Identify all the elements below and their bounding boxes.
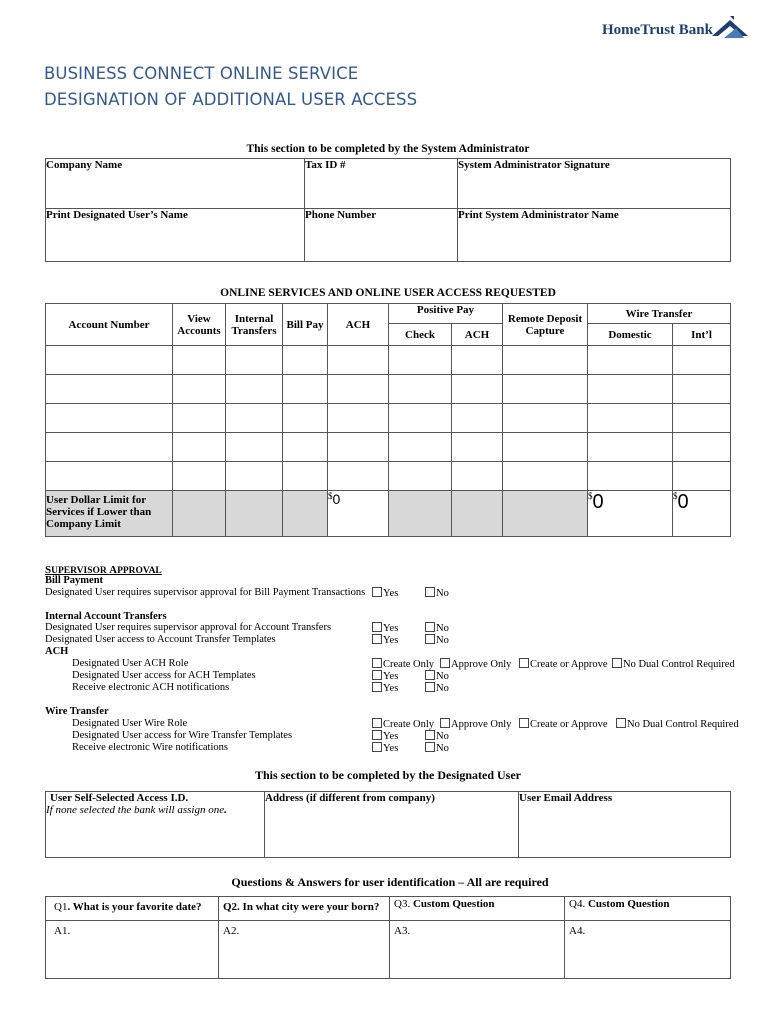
admin-signature-field[interactable]: System Administrator Signature: [458, 159, 610, 171]
col-positive-pay: Positive Pay: [389, 304, 503, 324]
checkbox-icon: [440, 658, 450, 668]
dollar-limit-row: [46, 491, 731, 537]
ach-heading: ACH: [45, 646, 69, 657]
checkbox-icon: [372, 670, 382, 680]
iat-heading: Internal Account Transfers: [45, 611, 167, 622]
col-wire-transfer: Wire Transfer: [588, 304, 731, 324]
intl-limit-field[interactable]: $0: [673, 491, 731, 537]
checkbox-icon: [519, 718, 529, 728]
a2-field[interactable]: A2.: [219, 921, 390, 979]
designated-user-name-field[interactable]: Print Designated User’s Name: [46, 209, 188, 221]
wire-approve-only[interactable]: Approve Only: [440, 718, 511, 730]
wire-create-or-approve[interactable]: Create or Approve: [519, 718, 608, 730]
iat-templates-yes[interactable]: Yes: [372, 634, 398, 646]
ach-templates-label: Designated User access for ACH Templates: [72, 670, 256, 681]
a4-field[interactable]: A4.: [565, 921, 731, 979]
wire-notifications-yes[interactable]: Yes: [372, 742, 398, 754]
user-section-heading: This section to be completed by the Designated User: [255, 768, 521, 782]
wire-templates-no[interactable]: No: [425, 730, 449, 742]
wire-heading: Wire Transfer: [45, 706, 109, 717]
bill-payment-heading: Bill Payment: [45, 575, 104, 586]
a3-field[interactable]: A3.: [390, 921, 565, 979]
checkbox-icon: [425, 670, 435, 680]
table-row[interactable]: [46, 404, 731, 433]
wire-notifications-label: Receive electronic Wire notifications: [72, 742, 228, 753]
email-field[interactable]: User Email Address: [519, 792, 731, 858]
checkbox-icon: [372, 718, 382, 728]
checkbox-icon: [425, 587, 435, 597]
q4-label[interactable]: Q4. Custom Question: [565, 897, 731, 921]
col-bill-pay: Bill Pay: [283, 304, 328, 346]
col-view-accounts: View Accounts: [173, 304, 226, 346]
checkbox-icon: [425, 682, 435, 692]
checkbox-icon: [616, 718, 626, 728]
checkbox-icon: [440, 718, 450, 728]
col-intl: Int’l: [673, 324, 731, 346]
iat-templates-label: Designated User access to Account Transfer Templates: [45, 634, 276, 645]
col-account-number: Account Number: [46, 304, 173, 346]
table-row[interactable]: [46, 375, 731, 404]
domestic-limit-field[interactable]: $0: [588, 491, 673, 537]
bank-logo-icon: [710, 14, 750, 51]
ach-templates-yes[interactable]: Yes: [372, 670, 398, 682]
bp-approval-label: Designated User requires supervisor approval for Bill Payment Transactions: [45, 587, 366, 598]
q1-label: Q1. What is your favorite date?: [46, 897, 219, 921]
col-internal-transfers: Internal Transfers: [226, 304, 283, 346]
admin-info-table: [45, 158, 731, 262]
ach-approve-only[interactable]: Approve Only: [440, 658, 511, 670]
checkbox-icon: [372, 682, 382, 692]
services-table: [45, 303, 731, 537]
admin-section-heading: This section to be completed by the System Administrator: [246, 143, 530, 155]
form-title-line2: DESIGNATION OF ADDITIONAL USER ACCESS: [44, 90, 418, 109]
checkbox-icon: [612, 658, 622, 668]
iat-templates-no[interactable]: No: [425, 634, 449, 646]
checkbox-icon: [519, 658, 529, 668]
ach-templates-no[interactable]: No: [425, 670, 449, 682]
iat-approval-no[interactable]: No: [425, 622, 449, 634]
ach-no-dual-control[interactable]: No Dual Control Required: [612, 658, 735, 670]
checkbox-icon: [372, 730, 382, 740]
access-id-field[interactable]: User Self-Selected Access I.D. If none selected the bank will assign one.: [46, 792, 265, 858]
wire-templates-label: Designated User access for Wire Transfer Templates: [72, 730, 293, 741]
wire-no-dual-control[interactable]: No Dual Control Required: [616, 718, 739, 730]
user-info-table: [45, 791, 731, 858]
col-pp-ach: ACH: [452, 324, 503, 346]
tax-id-field[interactable]: Tax ID #: [305, 159, 346, 171]
dollar-limit-label: User Dollar Limit for Services if Lower than Company Limit: [46, 491, 173, 537]
ach-create-only[interactable]: Create Only: [372, 658, 434, 670]
iat-approval-yes[interactable]: Yes: [372, 622, 398, 634]
services-heading: ONLINE SERVICES AND ONLINE USER ACCESS REQUESTED: [220, 287, 556, 299]
checkbox-icon: [372, 622, 382, 632]
ach-notifications-no[interactable]: No: [425, 682, 449, 694]
form-title-line1: BUSINESS CONNECT ONLINE SERVICE: [44, 64, 359, 83]
wire-notifications-no[interactable]: No: [425, 742, 449, 754]
bank-logo-text: HomeTrust Bank: [602, 22, 713, 38]
col-domestic: Domestic: [588, 324, 673, 346]
wire-create-only[interactable]: Create Only: [372, 718, 434, 730]
admin-name-field[interactable]: Print System Administrator Name: [458, 209, 619, 221]
address-field[interactable]: Address (if different from company): [265, 792, 519, 858]
ach-notifications-label: Receive electronic ACH notifications: [72, 682, 230, 693]
checkbox-icon: [425, 622, 435, 632]
table-row[interactable]: [46, 433, 731, 462]
col-ach: ACH: [328, 304, 389, 346]
ach-limit-field[interactable]: $0: [328, 491, 389, 537]
checkbox-icon: [372, 587, 382, 597]
ach-role-label: Designated User ACH Role: [72, 658, 189, 669]
qa-table: [45, 896, 731, 979]
iat-approval-label: Designated User requires supervisor approval for Account Transfers: [45, 622, 332, 633]
bp-approval-no[interactable]: No: [425, 587, 449, 599]
checkbox-icon: [425, 742, 435, 752]
col-remote-deposit: Remote Deposit Capture: [503, 304, 588, 346]
wire-role-label: Designated User Wire Role: [72, 718, 188, 729]
q3-label[interactable]: Q3. Custom Question: [390, 897, 565, 921]
qa-heading: Questions & Answers for user identification – All are required: [231, 875, 549, 889]
ach-notifications-yes[interactable]: Yes: [372, 682, 398, 694]
table-row[interactable]: [46, 346, 731, 375]
table-row[interactable]: [46, 462, 731, 491]
checkbox-icon: [425, 634, 435, 644]
checkbox-icon: [372, 634, 382, 644]
phone-number-field[interactable]: Phone Number: [305, 209, 377, 221]
a1-field[interactable]: A1.: [46, 921, 219, 979]
supervisor-approval-heading: SUPERVISOR APPROVAL: [45, 564, 162, 576]
q2-label: Q2. In what city were your born?: [219, 897, 390, 921]
wire-templates-yes[interactable]: Yes: [372, 730, 398, 742]
checkbox-icon: [372, 742, 382, 752]
ach-create-or-approve[interactable]: Create or Approve: [519, 658, 608, 670]
bp-approval-yes[interactable]: Yes: [372, 587, 398, 599]
checkbox-icon: [425, 730, 435, 740]
checkbox-icon: [372, 658, 382, 668]
company-name-field[interactable]: Company Name: [46, 159, 123, 171]
col-pp-check: Check: [389, 324, 452, 346]
